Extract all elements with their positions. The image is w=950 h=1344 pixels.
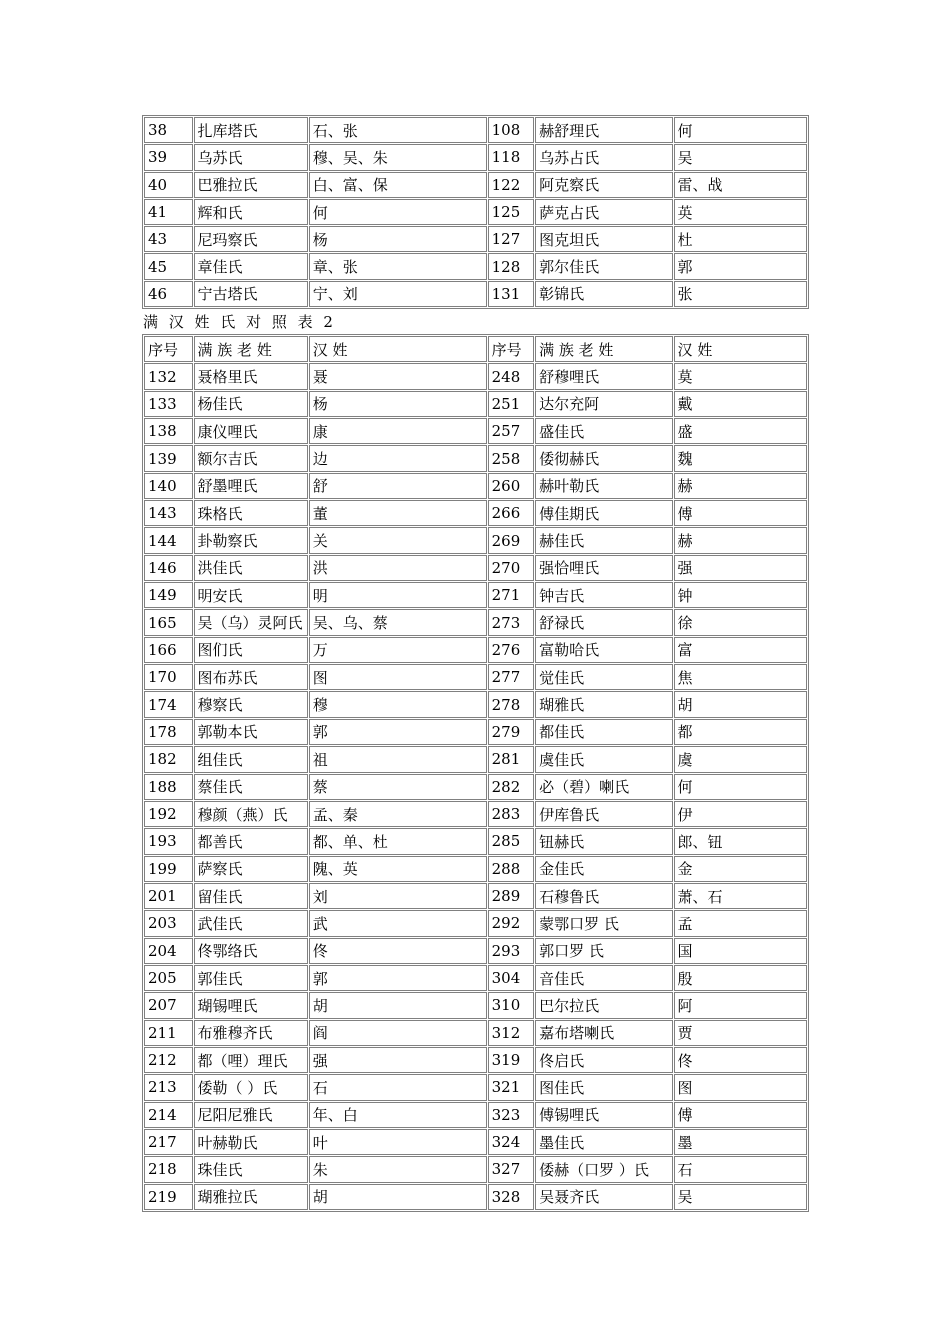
cell-index: 138 xyxy=(144,418,193,444)
cell-han-surname: 傅 xyxy=(674,500,807,526)
cell-han-surname: 舒 xyxy=(309,473,487,499)
cell-index: 271 xyxy=(488,582,534,608)
cell-manchu-surname: 图佳氏 xyxy=(535,1074,672,1100)
cell-han-surname: 强 xyxy=(309,1047,487,1073)
cell-index: 192 xyxy=(144,801,193,827)
cell-manchu-surname: 吴聂齐氏 xyxy=(535,1184,672,1210)
cell-index: 127 xyxy=(488,226,534,252)
cell-manchu-surname: 倭彻赫氏 xyxy=(535,445,672,471)
cell-index: 276 xyxy=(488,637,534,663)
cell-manchu-surname: 赫佳氏 xyxy=(535,527,672,553)
table-row xyxy=(144,363,807,389)
cell-han-surname: 图 xyxy=(309,664,487,690)
cell-manchu-surname: 图们氏 xyxy=(194,637,308,663)
table-row xyxy=(144,965,807,991)
cell-manchu-surname: 扎库塔氏 xyxy=(194,117,308,143)
cell-han-surname: 雷、战 xyxy=(674,172,807,198)
cell-index: 285 xyxy=(488,828,534,854)
cell-index: 178 xyxy=(144,719,193,745)
table-row xyxy=(144,938,807,964)
cell-manchu-surname: 伊库鲁氏 xyxy=(535,801,672,827)
table-row xyxy=(144,992,807,1018)
cell-index: 165 xyxy=(144,609,193,635)
cell-manchu-surname: 辉和氏 xyxy=(194,199,308,225)
cell-index: 39 xyxy=(144,144,193,170)
cell-index: 166 xyxy=(144,637,193,663)
cell-manchu-surname: 章佳氏 xyxy=(194,253,308,279)
cell-manchu-surname: 蒙鄂口罗 氏 xyxy=(535,910,672,936)
cell-index: 182 xyxy=(144,746,193,772)
cell-han-surname: 洪 xyxy=(309,555,487,581)
cell-han-surname: 叶 xyxy=(309,1129,487,1155)
cell-manchu-surname: 宁古塔氏 xyxy=(194,281,308,307)
cell-manchu-surname: 珠佳氏 xyxy=(194,1156,308,1182)
cell-han-surname: 胡 xyxy=(309,1184,487,1210)
cell-index: 204 xyxy=(144,938,193,964)
table-row xyxy=(144,527,807,553)
cell-han-surname: 徐 xyxy=(674,609,807,635)
cell-manchu-surname: 萨克占氏 xyxy=(535,199,672,225)
cell-han-surname: 莫 xyxy=(674,363,807,389)
cell-han-surname: 石 xyxy=(309,1074,487,1100)
cell-manchu-surname: 穆颜（燕）氏 xyxy=(194,801,308,827)
cell-han-surname: 虞 xyxy=(674,746,807,772)
cell-manchu-surname: 倭赫（口罗 ）氏 xyxy=(535,1156,672,1182)
table-row xyxy=(144,253,807,279)
cell-index: 282 xyxy=(488,774,534,800)
table-row xyxy=(144,226,807,252)
cell-manchu-surname: 强恰哩氏 xyxy=(535,555,672,581)
cell-han-surname: 伊 xyxy=(674,801,807,827)
cell-manchu-surname: 富勒哈氏 xyxy=(535,637,672,663)
cell-manchu-surname: 额尔吉氏 xyxy=(194,445,308,471)
cell-index: 174 xyxy=(144,691,193,717)
table-row xyxy=(144,473,807,499)
table-row xyxy=(144,609,807,635)
cell-manchu-surname: 傅佳期氏 xyxy=(535,500,672,526)
cell-han-surname: 赫 xyxy=(674,473,807,499)
cell-han-surname: 康 xyxy=(309,418,487,444)
cell-manchu-surname: 都善氏 xyxy=(194,828,308,854)
table-header-row xyxy=(144,336,807,362)
cell-han-surname: 佟 xyxy=(674,1047,807,1073)
cell-index: 257 xyxy=(488,418,534,444)
cell-han-surname: 戴 xyxy=(674,391,807,417)
table-row xyxy=(144,856,807,882)
cell-manchu-surname: 杨佳氏 xyxy=(194,391,308,417)
cell-index: 217 xyxy=(144,1129,193,1155)
cell-index: 293 xyxy=(488,938,534,964)
cell-han-surname: 杜 xyxy=(674,226,807,252)
cell-han-surname: 魏 xyxy=(674,445,807,471)
table-row xyxy=(144,637,807,663)
cell-index: 193 xyxy=(144,828,193,854)
cell-manchu-surname: 尼阳尼雅氏 xyxy=(194,1102,308,1128)
table-row xyxy=(144,1184,807,1210)
cell-index: 207 xyxy=(144,992,193,1018)
cell-index: 283 xyxy=(488,801,534,827)
table-row xyxy=(144,1047,807,1073)
cell-han-surname: 隗、英 xyxy=(309,856,487,882)
cell-index: 41 xyxy=(144,199,193,225)
cell-manchu-surname: 钟吉氏 xyxy=(535,582,672,608)
table-row xyxy=(144,910,807,936)
table-row xyxy=(144,582,807,608)
cell-manchu-surname: 佟鄂络氏 xyxy=(194,938,308,964)
cell-manchu-surname: 瑚雅拉氏 xyxy=(194,1184,308,1210)
cell-index: 321 xyxy=(488,1074,534,1100)
cell-index: 146 xyxy=(144,555,193,581)
cell-index: 310 xyxy=(488,992,534,1018)
cell-index: 258 xyxy=(488,445,534,471)
cell-han-surname: 万 xyxy=(309,637,487,663)
table-row xyxy=(144,117,807,143)
cell-index: 125 xyxy=(488,199,534,225)
table-row xyxy=(144,1020,807,1046)
cell-index: 214 xyxy=(144,1102,193,1128)
cell-index: 251 xyxy=(488,391,534,417)
table-row xyxy=(144,664,807,690)
cell-manchu-surname: 郭佳氏 xyxy=(194,965,308,991)
cell-han-surname: 阿 xyxy=(674,992,807,1018)
cell-index: 213 xyxy=(144,1074,193,1100)
cell-manchu-surname: 都佳氏 xyxy=(535,719,672,745)
cell-manchu-surname: 舒墨哩氏 xyxy=(194,473,308,499)
cell-index: 201 xyxy=(144,883,193,909)
table-row xyxy=(144,774,807,800)
cell-han-surname: 石、张 xyxy=(309,117,487,143)
cell-manchu-surname: 必（碧）喇氏 xyxy=(535,774,672,800)
cell-manchu-surname: 郭勒本氏 xyxy=(194,719,308,745)
cell-han-surname: 杨 xyxy=(309,226,487,252)
cell-han-surname: 董 xyxy=(309,500,487,526)
cell-manchu-surname: 巴尔拉氏 xyxy=(535,992,672,1018)
cell-index: 327 xyxy=(488,1156,534,1182)
cell-index: 273 xyxy=(488,609,534,635)
cell-han-surname: 白、富、保 xyxy=(309,172,487,198)
surname-table-1 xyxy=(142,115,809,309)
cell-manchu-surname: 墨佳氏 xyxy=(535,1129,672,1155)
header-index: 序号 xyxy=(144,336,193,362)
cell-han-surname: 郭 xyxy=(309,965,487,991)
cell-index: 278 xyxy=(488,691,534,717)
cell-manchu-surname: 武佳氏 xyxy=(194,910,308,936)
cell-manchu-surname: 傅锡哩氏 xyxy=(535,1102,672,1128)
cell-manchu-surname: 都（哩）理氏 xyxy=(194,1047,308,1073)
cell-index: 143 xyxy=(144,500,193,526)
cell-manchu-surname: 洪佳氏 xyxy=(194,555,308,581)
cell-index: 312 xyxy=(488,1020,534,1046)
cell-manchu-surname: 彰锦氏 xyxy=(535,281,672,307)
cell-manchu-surname: 布雅穆齐氏 xyxy=(194,1020,308,1046)
table-row xyxy=(144,1129,807,1155)
cell-index: 40 xyxy=(144,172,193,198)
cell-index: 288 xyxy=(488,856,534,882)
cell-manchu-surname: 明安氏 xyxy=(194,582,308,608)
cell-han-surname: 张 xyxy=(674,281,807,307)
cell-manchu-surname: 康仪哩氏 xyxy=(194,418,308,444)
cell-manchu-surname: 乌苏占氏 xyxy=(535,144,672,170)
cell-index: 128 xyxy=(488,253,534,279)
cell-han-surname: 萧、石 xyxy=(674,883,807,909)
cell-han-surname: 郎、钮 xyxy=(674,828,807,854)
cell-index: 328 xyxy=(488,1184,534,1210)
table-row xyxy=(144,445,807,471)
cell-index: 170 xyxy=(144,664,193,690)
cell-han-surname: 焦 xyxy=(674,664,807,690)
cell-index: 45 xyxy=(144,253,193,279)
table-row xyxy=(144,746,807,772)
header-manchu-surname: 满 族 老 姓 xyxy=(194,336,308,362)
cell-manchu-surname: 留佳氏 xyxy=(194,883,308,909)
header-manchu-surname: 满 族 老 姓 xyxy=(535,336,672,362)
table-row xyxy=(144,1156,807,1182)
cell-han-surname: 穆、吴、朱 xyxy=(309,144,487,170)
table-row xyxy=(144,500,807,526)
cell-han-surname: 贾 xyxy=(674,1020,807,1046)
cell-index: 211 xyxy=(144,1020,193,1046)
cell-han-surname: 关 xyxy=(309,527,487,553)
cell-manchu-surname: 觉佳氏 xyxy=(535,664,672,690)
cell-manchu-surname: 组佳氏 xyxy=(194,746,308,772)
cell-manchu-surname: 赫叶勒氏 xyxy=(535,473,672,499)
cell-manchu-surname: 瑚雅氏 xyxy=(535,691,672,717)
cell-manchu-surname: 虞佳氏 xyxy=(535,746,672,772)
cell-manchu-surname: 珠格氏 xyxy=(194,500,308,526)
cell-index: 292 xyxy=(488,910,534,936)
cell-index: 281 xyxy=(488,746,534,772)
cell-index: 46 xyxy=(144,281,193,307)
cell-han-surname: 何 xyxy=(674,117,807,143)
cell-index: 149 xyxy=(144,582,193,608)
cell-index: 212 xyxy=(144,1047,193,1073)
cell-manchu-surname: 穆察氏 xyxy=(194,691,308,717)
cell-manchu-surname: 佟启氏 xyxy=(535,1047,672,1073)
header-han-surname: 汉 姓 xyxy=(674,336,807,362)
cell-index: 277 xyxy=(488,664,534,690)
cell-index: 133 xyxy=(144,391,193,417)
cell-han-surname: 胡 xyxy=(674,691,807,717)
cell-manchu-surname: 乌苏氏 xyxy=(194,144,308,170)
cell-manchu-surname: 叶赫勒氏 xyxy=(194,1129,308,1155)
cell-manchu-surname: 聂格里氏 xyxy=(194,363,308,389)
cell-manchu-surname: 图克坦氏 xyxy=(535,226,672,252)
cell-index: 279 xyxy=(488,719,534,745)
cell-manchu-surname: 卦勒察氏 xyxy=(194,527,308,553)
cell-han-surname: 赫 xyxy=(674,527,807,553)
table-row xyxy=(144,281,807,307)
cell-index: 289 xyxy=(488,883,534,909)
table-row xyxy=(144,144,807,170)
cell-index: 139 xyxy=(144,445,193,471)
cell-manchu-surname: 瑚锡哩氏 xyxy=(194,992,308,1018)
cell-han-surname: 郭 xyxy=(309,719,487,745)
cell-index: 108 xyxy=(488,117,534,143)
table-row xyxy=(144,172,807,198)
cell-index: 43 xyxy=(144,226,193,252)
cell-han-surname: 英 xyxy=(674,199,807,225)
cell-index: 188 xyxy=(144,774,193,800)
cell-manchu-surname: 嘉布塔喇氏 xyxy=(535,1020,672,1046)
cell-manchu-surname: 阿克察氏 xyxy=(535,172,672,198)
cell-han-surname: 国 xyxy=(674,938,807,964)
cell-han-surname: 金 xyxy=(674,856,807,882)
cell-index: 131 xyxy=(488,281,534,307)
surname-table-2 xyxy=(142,334,809,1212)
cell-manchu-surname: 钮赫氏 xyxy=(535,828,672,854)
cell-manchu-surname: 舒禄氏 xyxy=(535,609,672,635)
cell-manchu-surname: 萨察氏 xyxy=(194,856,308,882)
cell-han-surname: 钟 xyxy=(674,582,807,608)
surname-table-1-body xyxy=(144,117,807,307)
cell-manchu-surname: 舒穆哩氏 xyxy=(535,363,672,389)
table-row xyxy=(144,555,807,581)
cell-han-surname: 边 xyxy=(309,445,487,471)
cell-han-surname: 杨 xyxy=(309,391,487,417)
cell-han-surname: 胡 xyxy=(309,992,487,1018)
cell-han-surname: 宁、刘 xyxy=(309,281,487,307)
table-row xyxy=(144,418,807,444)
cell-manchu-surname: 金佳氏 xyxy=(535,856,672,882)
table-row xyxy=(144,691,807,717)
cell-han-surname: 蔡 xyxy=(309,774,487,800)
cell-han-surname: 孟、秦 xyxy=(309,801,487,827)
cell-han-surname: 吴 xyxy=(674,144,807,170)
cell-manchu-surname: 石穆鲁氏 xyxy=(535,883,672,909)
table-row xyxy=(144,1102,807,1128)
table-row xyxy=(144,801,807,827)
cell-han-surname: 强 xyxy=(674,555,807,581)
table-row xyxy=(144,1074,807,1100)
table-2-title: 满 汉 姓 氏 对 照 表 2 xyxy=(143,313,336,331)
cell-index: 260 xyxy=(488,473,534,499)
cell-han-surname: 何 xyxy=(309,199,487,225)
cell-han-surname: 章、张 xyxy=(309,253,487,279)
cell-han-surname: 石 xyxy=(674,1156,807,1182)
cell-manchu-surname: 盛佳氏 xyxy=(535,418,672,444)
cell-manchu-surname: 吴（乌）灵阿氏 xyxy=(194,609,308,635)
cell-han-surname: 祖 xyxy=(309,746,487,772)
cell-manchu-surname: 郭尔佳氏 xyxy=(535,253,672,279)
cell-han-surname: 都 xyxy=(674,719,807,745)
cell-index: 132 xyxy=(144,363,193,389)
cell-han-surname: 朱 xyxy=(309,1156,487,1182)
cell-han-surname: 聂 xyxy=(309,363,487,389)
cell-index: 266 xyxy=(488,500,534,526)
cell-index: 218 xyxy=(144,1156,193,1182)
table-row xyxy=(144,883,807,909)
cell-index: 270 xyxy=(488,555,534,581)
cell-han-surname: 穆 xyxy=(309,691,487,717)
cell-han-surname: 孟 xyxy=(674,910,807,936)
table-row xyxy=(144,828,807,854)
cell-manchu-surname: 音佳氏 xyxy=(535,965,672,991)
cell-han-surname: 年、白 xyxy=(309,1102,487,1128)
cell-han-surname: 明 xyxy=(309,582,487,608)
cell-manchu-surname: 达尔充阿 xyxy=(535,391,672,417)
cell-index: 144 xyxy=(144,527,193,553)
cell-han-surname: 殷 xyxy=(674,965,807,991)
table-row xyxy=(144,719,807,745)
cell-han-surname: 刘 xyxy=(309,883,487,909)
cell-manchu-surname: 尼玛察氏 xyxy=(194,226,308,252)
cell-han-surname: 傅 xyxy=(674,1102,807,1128)
cell-index: 140 xyxy=(144,473,193,499)
table-row xyxy=(144,391,807,417)
cell-han-surname: 都、单、杜 xyxy=(309,828,487,854)
header-index: 序号 xyxy=(488,336,534,362)
header-han-surname: 汉 姓 xyxy=(309,336,487,362)
cell-index: 122 xyxy=(488,172,534,198)
surname-table-2-body xyxy=(144,336,807,1210)
cell-han-surname: 佟 xyxy=(309,938,487,964)
cell-han-surname: 武 xyxy=(309,910,487,936)
cell-index: 219 xyxy=(144,1184,193,1210)
cell-index: 319 xyxy=(488,1047,534,1073)
cell-index: 118 xyxy=(488,144,534,170)
cell-index: 203 xyxy=(144,910,193,936)
cell-index: 269 xyxy=(488,527,534,553)
cell-han-surname: 盛 xyxy=(674,418,807,444)
cell-han-surname: 吴 xyxy=(674,1184,807,1210)
cell-han-surname: 阎 xyxy=(309,1020,487,1046)
cell-manchu-surname: 巴雅拉氏 xyxy=(194,172,308,198)
cell-han-surname: 吴、乌、蔡 xyxy=(309,609,487,635)
cell-han-surname: 富 xyxy=(674,637,807,663)
cell-han-surname: 图 xyxy=(674,1074,807,1100)
cell-manchu-surname: 赫舒理氏 xyxy=(535,117,672,143)
cell-han-surname: 何 xyxy=(674,774,807,800)
cell-manchu-surname: 倭勒（ ）氏 xyxy=(194,1074,308,1100)
cell-manchu-surname: 蔡佳氏 xyxy=(194,774,308,800)
cell-index: 38 xyxy=(144,117,193,143)
cell-index: 323 xyxy=(488,1102,534,1128)
cell-manchu-surname: 图布苏氏 xyxy=(194,664,308,690)
cell-index: 304 xyxy=(488,965,534,991)
cell-index: 199 xyxy=(144,856,193,882)
cell-index: 205 xyxy=(144,965,193,991)
cell-han-surname: 郭 xyxy=(674,253,807,279)
cell-manchu-surname: 郭口罗 氏 xyxy=(535,938,672,964)
cell-index: 324 xyxy=(488,1129,534,1155)
table-row xyxy=(144,199,807,225)
cell-index: 248 xyxy=(488,363,534,389)
cell-han-surname: 墨 xyxy=(674,1129,807,1155)
